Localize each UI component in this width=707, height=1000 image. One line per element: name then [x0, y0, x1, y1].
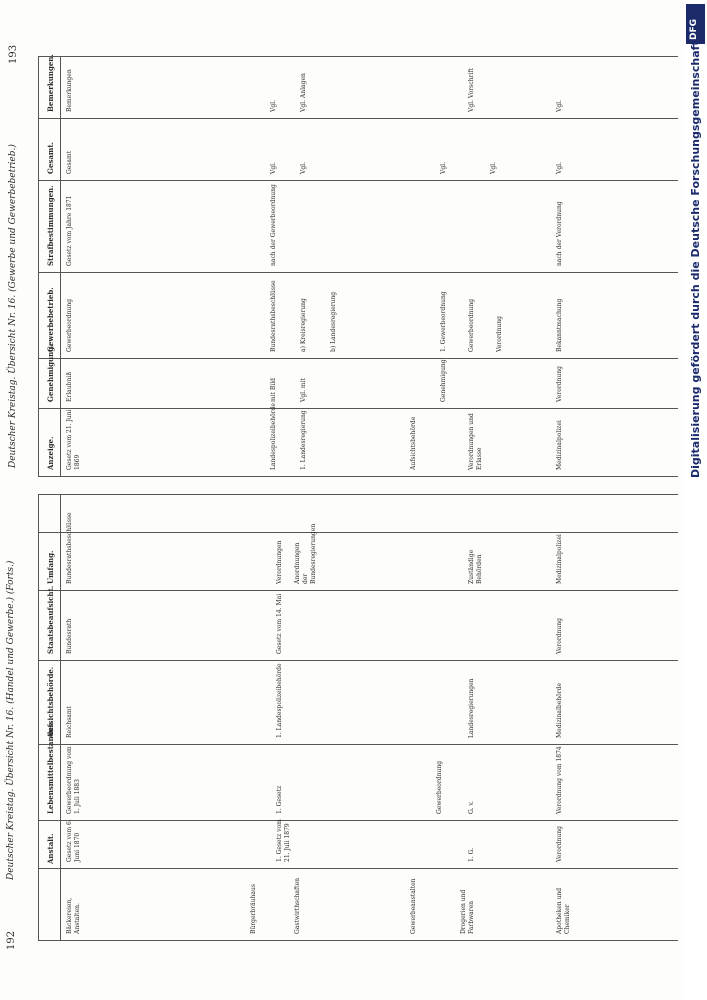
- right-col-header-5: Gesamt.: [46, 142, 55, 174]
- right-row-cell: Vgl. Anlagen: [300, 73, 307, 112]
- right-row-cell: Bundesrathsbeschlüsse: [270, 280, 277, 352]
- left-table-bottom-rule: [38, 940, 678, 941]
- right-row-cell: nach der Verordnung: [556, 201, 563, 266]
- left-row-cell: Gesetz vom 14. Mai: [276, 593, 283, 654]
- left-row-label: Gastwirthschaften: [294, 878, 301, 934]
- left-row-label: Bürgerbräuhaus: [250, 884, 257, 934]
- right-col-rule-1: [38, 408, 678, 409]
- left-col-header-2: Lebensmittelbestandes.: [46, 720, 55, 814]
- left-col-rule-5: [38, 590, 678, 591]
- right-row-cell: a) Kreisregierung: [300, 298, 307, 352]
- left-table-top-rule: [38, 494, 678, 495]
- right-table-bottom-rule: [38, 476, 678, 477]
- left-row-cell: 1. Gesetz vom 21. Juli 1879: [276, 819, 291, 862]
- left-row-cell: Medizinalpolizei: [556, 534, 563, 584]
- right-row-cell: Genehmigung: [440, 359, 447, 402]
- left-col-rule-2: [38, 820, 678, 821]
- left-row-cell: Gewerbeordnung vom 1. Juli 1883: [66, 746, 81, 814]
- right-row-cell: 1. Landesregierung: [300, 410, 307, 470]
- right-row-cell: Vgl.: [270, 100, 277, 112]
- right-col-rule-5: [38, 118, 678, 119]
- left-page-number: 192: [6, 930, 17, 950]
- right-row-cell: Vgl.: [556, 100, 563, 112]
- left-row-cell: Bundesrathsbeschlüsse: [66, 512, 73, 584]
- right-col-header-6: Bemerkungen.: [46, 54, 55, 112]
- left-col-header-4: Staatsbeaufsicht.: [46, 585, 55, 654]
- right-row-cell: Gesetz vom 21. Juni 1869: [66, 409, 81, 470]
- left-row-cell: Medizinalbehörde: [556, 682, 563, 738]
- right-row-cell: Bekanntmachung: [556, 298, 563, 352]
- left-row-label: Apotheken und Chemiker: [556, 887, 571, 934]
- left-row-cell: Verordnung: [556, 618, 563, 654]
- right-col-rule-2: [38, 358, 678, 359]
- left-row-cell: Reichsamt: [66, 706, 73, 738]
- right-row-cell: Vgl.: [440, 162, 447, 174]
- right-row-cell: Gewerbeordnung: [468, 298, 475, 352]
- right-row-cell: Medizinalpolizei: [556, 420, 563, 470]
- left-col-header-3: Aufsichtsbehörde.: [46, 666, 55, 738]
- right-table-header-rule: [60, 56, 61, 476]
- right-page-number: 193: [8, 44, 19, 64]
- left-row-cell: Verordnung: [556, 826, 563, 862]
- left-row-label: Drogerien und Farbwaren: [460, 889, 475, 934]
- right-row-cell: mit Bild: [270, 377, 277, 402]
- right-row-cell: b) Landesregierung: [330, 291, 337, 352]
- right-row-cell: Gesetz vom Jahre 1871: [66, 195, 73, 266]
- right-row-cell: Bemerkungen: [66, 69, 73, 112]
- right-row-cell: Verordnungen und Erlasse: [468, 413, 483, 470]
- right-table-top-rule: [38, 56, 678, 57]
- right-row-cell: Landespolizeibehörde: [270, 403, 277, 470]
- right-row-cell: Verordnung: [556, 366, 563, 402]
- left-row-cell: Gesetz vom 6. Juni 1870: [66, 819, 81, 862]
- left-row-label: Bäckereien, Anstalten.: [66, 897, 81, 934]
- right-col-header-3: Gewerbebetrieb.: [46, 287, 55, 352]
- right-row-cell: nach der Gewerbeordnung: [270, 184, 277, 266]
- dfg-logo-text: DFG: [689, 18, 699, 40]
- left-row-cell: Verordnungen: [276, 540, 283, 584]
- left-row-cell: Gewerbeordnung: [436, 760, 443, 814]
- left-col-rule-1: [38, 868, 678, 869]
- right-col-header-4: Strafbestimmungen.: [46, 185, 55, 266]
- dfg-watermark-text: Digitalisierung gefördert durch die Deutsche Forschungsgemeinschaft: [689, 40, 702, 478]
- left-row-cell: Anordnungen der Bundesregierungen: [294, 523, 317, 584]
- right-row-cell: Vgl.: [556, 162, 563, 174]
- dfg-logo: [686, 4, 705, 44]
- left-col-rule-6: [38, 532, 678, 533]
- left-row-cell: Bundesrath: [66, 618, 73, 654]
- right-col-rule-3: [38, 272, 678, 273]
- left-col-rule-4: [38, 660, 678, 661]
- left-row-cell: Zuständige Behörden: [468, 549, 483, 584]
- right-row-cell: Verordnung: [496, 316, 503, 352]
- right-row-cell: Vgl.: [270, 162, 277, 174]
- right-col-header-1: Anzeige.: [46, 436, 55, 470]
- right-running-header: Deutscher Kreistag. Übersicht Nr. 16. (Gewerbe und Gewerbebetrieb.): [8, 144, 18, 468]
- left-row-cell: 1. Landespolizeibehörde: [276, 663, 283, 738]
- left-row-cell: 1. Gesetz: [276, 785, 283, 814]
- right-col-header-2: Genehmigung.: [46, 344, 55, 402]
- left-col-rule-3: [38, 744, 678, 745]
- left-row-cell: 1. G.: [468, 847, 475, 862]
- left-row-cell: Landesregierungen: [468, 678, 475, 738]
- right-col-rule-4: [38, 180, 678, 181]
- right-row-cell: Vgl.: [300, 162, 307, 174]
- left-table-outer-left: [38, 494, 39, 940]
- left-row-label: Gewerbeanstalten: [410, 878, 417, 934]
- right-row-cell: 1. Gewerbeordnung: [440, 291, 447, 352]
- right-row-cell: Vgl.: [490, 162, 497, 174]
- right-row-cell: Vgl. mit: [300, 378, 307, 402]
- left-row-cell: Verordnung vom 1874: [556, 746, 563, 814]
- left-col-header-5: Umfang.: [46, 550, 55, 584]
- right-row-cell: Gesamt: [66, 150, 73, 174]
- left-row-cell: G. v.: [468, 801, 475, 814]
- right-row-cell: Aufsichtsbehörde: [410, 416, 417, 470]
- right-row-cell: Gewerbeordnung: [66, 298, 73, 352]
- left-running-header: Deutscher Kreistag. Übersicht Nr. 16. (Handel und Gewerbe.) (Forts.): [6, 560, 16, 880]
- right-row-cell: Erlaubniß: [66, 371, 73, 402]
- right-row-cell: Vgl. Vorschrift: [468, 68, 475, 112]
- right-table-outer-left: [38, 56, 39, 476]
- left-col-header-1: Anstalt.: [46, 833, 55, 864]
- left-table-header-rule: [60, 494, 61, 940]
